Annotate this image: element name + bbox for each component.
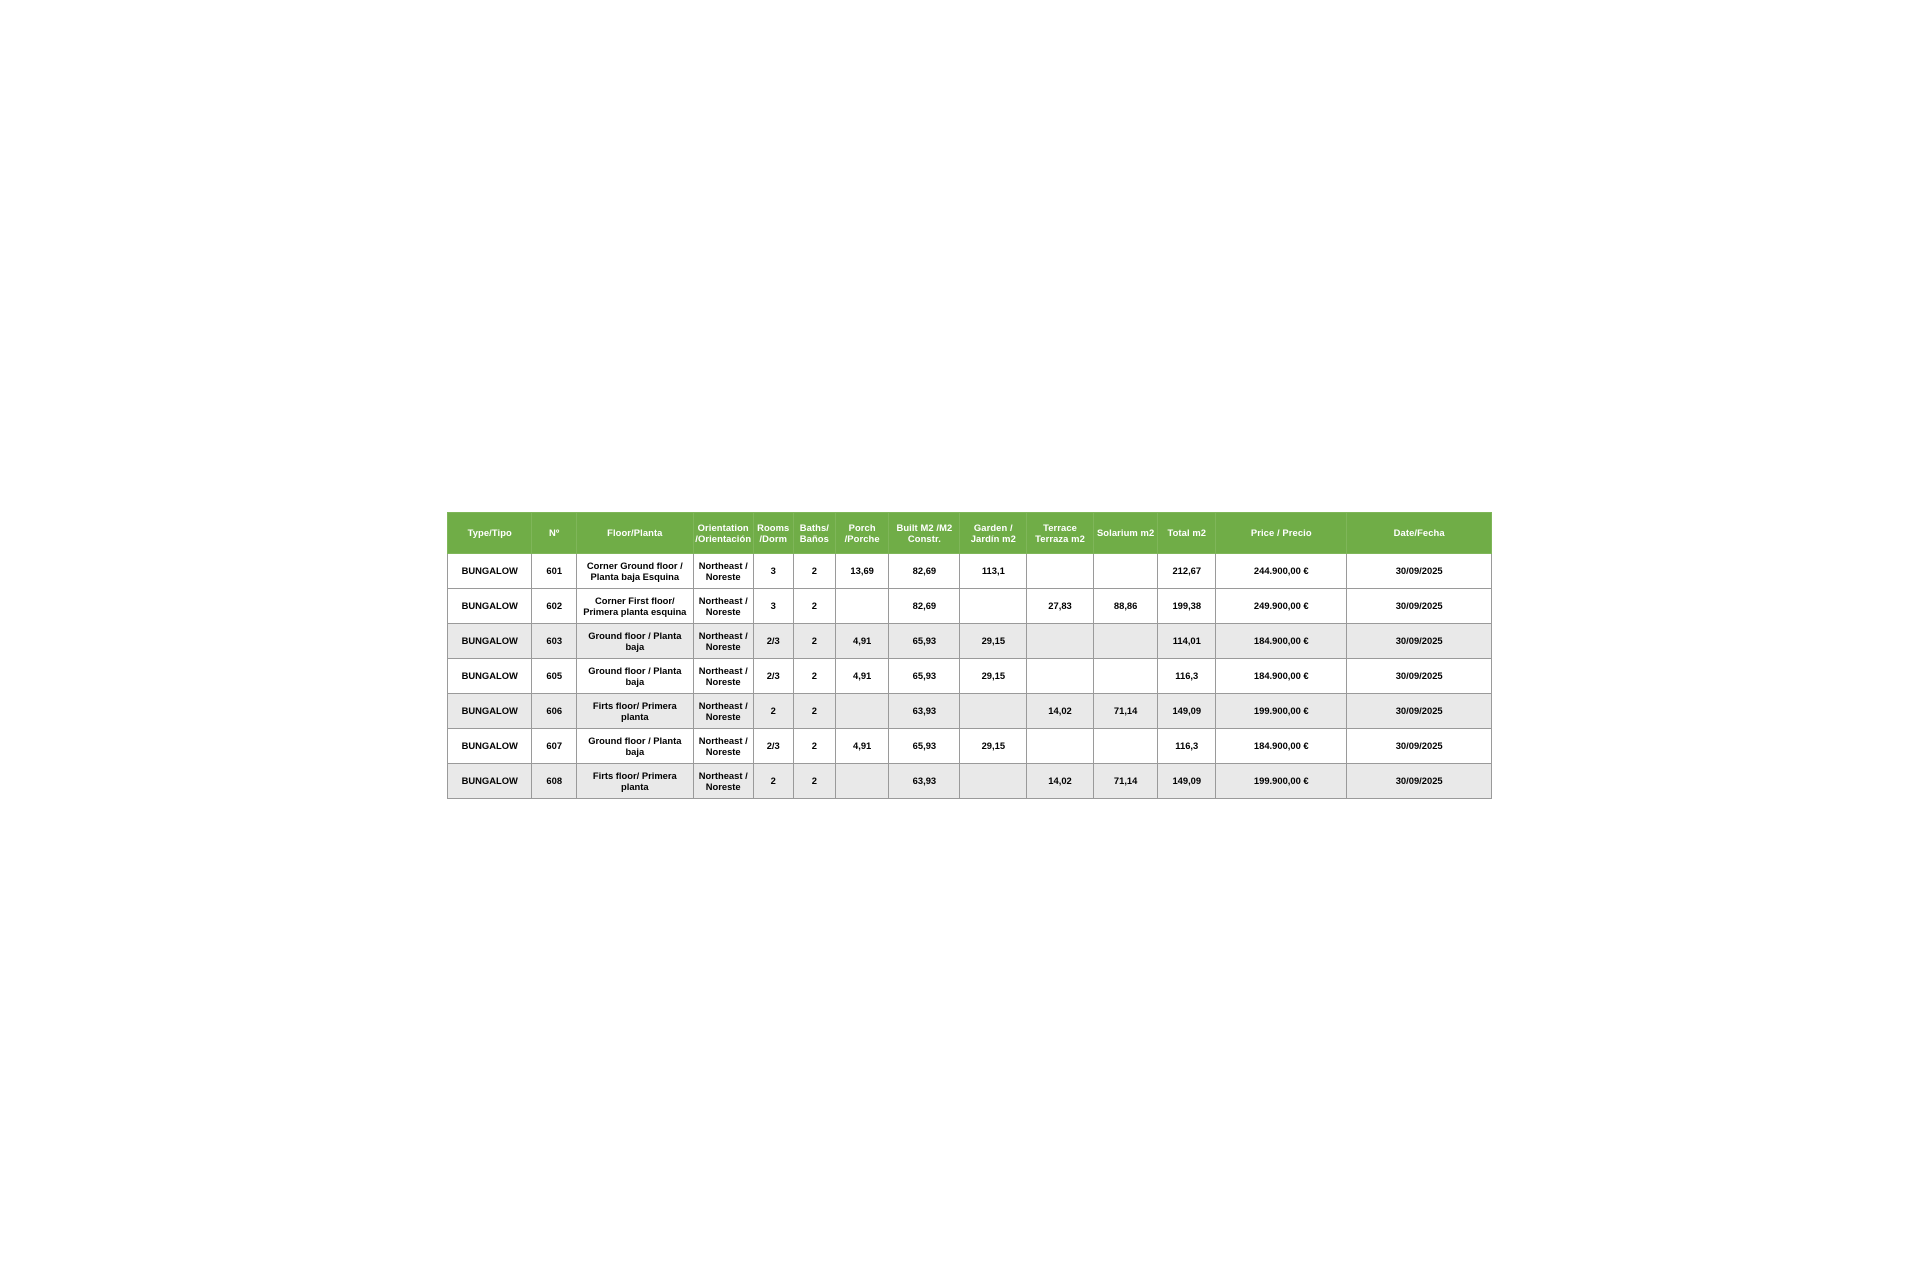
cell-orientation: Northeast / Noreste: [693, 554, 753, 589]
cell-total: 212,67: [1158, 554, 1216, 589]
cell-date: 30/09/2025: [1347, 764, 1492, 799]
cell-price: 244.900,00 €: [1216, 554, 1347, 589]
table-row: [448, 624, 1492, 659]
header-built: Built M2 /M2 Constr.: [889, 513, 960, 554]
header-orientation: Orientation /Orientación: [693, 513, 753, 554]
property-price-table: [447, 512, 1492, 799]
cell-baths: 2: [793, 589, 835, 624]
cell-porch: 4,91: [835, 729, 888, 764]
cell-price: 184.900,00 €: [1216, 729, 1347, 764]
cell-floor: Firts floor/ Primera planta: [576, 694, 693, 729]
cell-built: 63,93: [889, 694, 960, 729]
cell-type: BUNGALOW: [448, 694, 532, 729]
cell-built: 82,69: [889, 554, 960, 589]
cell-floor: Corner First floor/ Primera planta esquina: [576, 589, 693, 624]
cell-garden: 29,15: [960, 624, 1027, 659]
cell-price: 249.900,00 €: [1216, 589, 1347, 624]
cell-type: BUNGALOW: [448, 659, 532, 694]
cell-rooms: 2: [753, 694, 793, 729]
header-price: Price / Precio: [1216, 513, 1347, 554]
cell-total: 199,38: [1158, 589, 1216, 624]
cell-number: 605: [532, 659, 576, 694]
cell-garden: 29,15: [960, 729, 1027, 764]
cell-date: 30/09/2025: [1347, 729, 1492, 764]
cell-built: 82,69: [889, 589, 960, 624]
cell-terrace: [1027, 729, 1094, 764]
cell-porch: [835, 764, 888, 799]
header-type: Type/Tipo: [448, 513, 532, 554]
cell-total: 116,3: [1158, 659, 1216, 694]
cell-baths: 2: [793, 554, 835, 589]
cell-garden: [960, 589, 1027, 624]
cell-rooms: 3: [753, 589, 793, 624]
cell-type: BUNGALOW: [448, 589, 532, 624]
header-solarium: Solarium m2: [1093, 513, 1157, 554]
cell-porch: 13,69: [835, 554, 888, 589]
price-list-sheet: [447, 512, 1492, 799]
table-row: [448, 659, 1492, 694]
cell-price: 199.900,00 €: [1216, 694, 1347, 729]
cell-solarium: 71,14: [1093, 764, 1157, 799]
table-row: [448, 764, 1492, 799]
cell-rooms: 2/3: [753, 659, 793, 694]
cell-baths: 2: [793, 624, 835, 659]
cell-orientation: Northeast / Noreste: [693, 729, 753, 764]
header-floor: Floor/Planta: [576, 513, 693, 554]
cell-garden: 29,15: [960, 659, 1027, 694]
cell-price: 184.900,00 €: [1216, 659, 1347, 694]
cell-baths: 2: [793, 729, 835, 764]
cell-type: BUNGALOW: [448, 624, 532, 659]
cell-built: 65,93: [889, 729, 960, 764]
cell-type: BUNGALOW: [448, 764, 532, 799]
cell-rooms: 2/3: [753, 729, 793, 764]
cell-porch: [835, 694, 888, 729]
cell-rooms: 2/3: [753, 624, 793, 659]
table-row: [448, 554, 1492, 589]
cell-number: 602: [532, 589, 576, 624]
header-number: Nº: [532, 513, 576, 554]
cell-orientation: Northeast / Noreste: [693, 694, 753, 729]
cell-orientation: Northeast / Noreste: [693, 624, 753, 659]
header-terrace: Terrace Terraza m2: [1027, 513, 1094, 554]
cell-built: 65,93: [889, 624, 960, 659]
cell-type: BUNGALOW: [448, 729, 532, 764]
cell-solarium: 71,14: [1093, 694, 1157, 729]
cell-total: 149,09: [1158, 694, 1216, 729]
cell-number: 608: [532, 764, 576, 799]
cell-date: 30/09/2025: [1347, 694, 1492, 729]
table-row: [448, 589, 1492, 624]
header-total: Total m2: [1158, 513, 1216, 554]
cell-price: 199.900,00 €: [1216, 764, 1347, 799]
table-row: [448, 729, 1492, 764]
cell-date: 30/09/2025: [1347, 554, 1492, 589]
cell-baths: 2: [793, 764, 835, 799]
cell-terrace: 27,83: [1027, 589, 1094, 624]
cell-orientation: Northeast / Noreste: [693, 764, 753, 799]
cell-built: 65,93: [889, 659, 960, 694]
cell-baths: 2: [793, 694, 835, 729]
cell-terrace: [1027, 554, 1094, 589]
table-row: [448, 694, 1492, 729]
cell-terrace: 14,02: [1027, 694, 1094, 729]
cell-orientation: Northeast / Noreste: [693, 589, 753, 624]
cell-total: 114,01: [1158, 624, 1216, 659]
cell-porch: 4,91: [835, 659, 888, 694]
header-garden: Garden / Jardín m2: [960, 513, 1027, 554]
cell-total: 116,3: [1158, 729, 1216, 764]
cell-garden: 113,1: [960, 554, 1027, 589]
header-date: Date/Fecha: [1347, 513, 1492, 554]
cell-baths: 2: [793, 659, 835, 694]
cell-terrace: 14,02: [1027, 764, 1094, 799]
cell-porch: 4,91: [835, 624, 888, 659]
cell-terrace: [1027, 624, 1094, 659]
cell-rooms: 2: [753, 764, 793, 799]
cell-price: 184.900,00 €: [1216, 624, 1347, 659]
cell-orientation: Northeast / Noreste: [693, 659, 753, 694]
cell-date: 30/09/2025: [1347, 589, 1492, 624]
cell-floor: Corner Ground floor / Planta baja Esquina: [576, 554, 693, 589]
cell-solarium: 88,86: [1093, 589, 1157, 624]
cell-porch: [835, 589, 888, 624]
cell-floor: Ground floor / Planta baja: [576, 659, 693, 694]
cell-number: 607: [532, 729, 576, 764]
table-body: [448, 554, 1492, 799]
cell-date: 30/09/2025: [1347, 624, 1492, 659]
cell-rooms: 3: [753, 554, 793, 589]
cell-floor: Ground floor / Planta baja: [576, 624, 693, 659]
cell-terrace: [1027, 659, 1094, 694]
cell-number: 606: [532, 694, 576, 729]
cell-date: 30/09/2025: [1347, 659, 1492, 694]
cell-solarium: [1093, 729, 1157, 764]
cell-floor: Ground floor / Planta baja: [576, 729, 693, 764]
cell-number: 603: [532, 624, 576, 659]
cell-garden: [960, 764, 1027, 799]
header-porch: Porch /Porche: [835, 513, 888, 554]
table-header-row: [448, 513, 1492, 554]
cell-type: BUNGALOW: [448, 554, 532, 589]
cell-solarium: [1093, 624, 1157, 659]
cell-solarium: [1093, 554, 1157, 589]
cell-garden: [960, 694, 1027, 729]
header-rooms: Rooms /Dorm: [753, 513, 793, 554]
header-baths: Baths/ Baños: [793, 513, 835, 554]
cell-total: 149,09: [1158, 764, 1216, 799]
cell-built: 63,93: [889, 764, 960, 799]
cell-number: 601: [532, 554, 576, 589]
cell-floor: Firts floor/ Primera planta: [576, 764, 693, 799]
cell-solarium: [1093, 659, 1157, 694]
